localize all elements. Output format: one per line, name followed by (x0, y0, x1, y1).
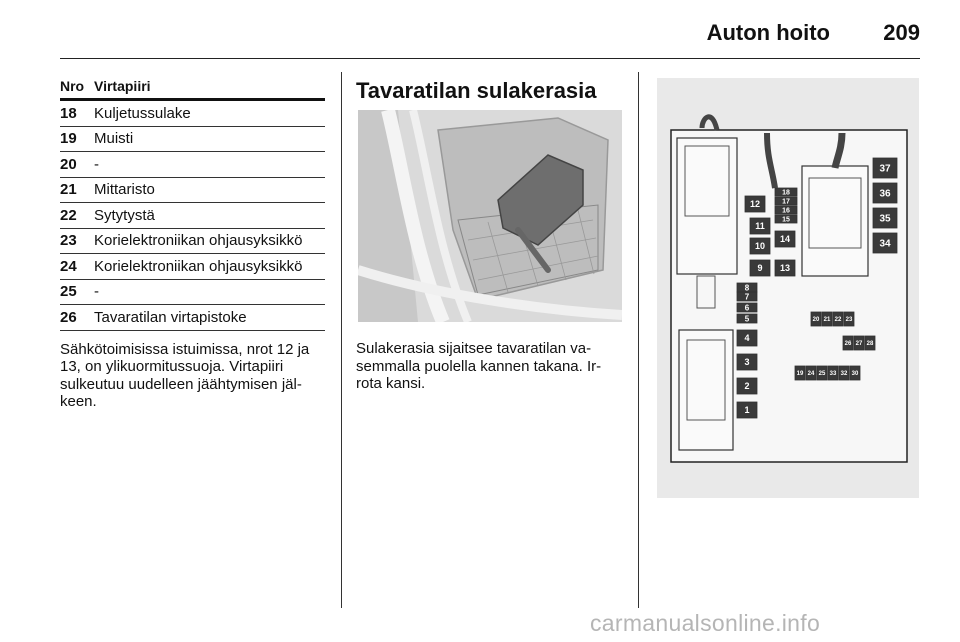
fuse-label: 16 (782, 207, 790, 215)
fuse-number: 23 (60, 232, 77, 250)
fuse-label: 22 (834, 317, 842, 324)
page-header (60, 18, 920, 59)
column-divider (638, 72, 639, 608)
page-number: 209 (883, 20, 920, 45)
fuse-label: 11 (755, 221, 765, 232)
fuse-circuit: Korielektroniikan ohjausyksikkö (94, 232, 303, 250)
fuse-table-row (60, 101, 325, 127)
fuse-label: 26 (844, 341, 852, 348)
location-caption (356, 340, 624, 393)
column-header-circuit: Virtapiiri (94, 78, 151, 94)
fuse-circuit: Korielektroniikan ohjausyksikkö (94, 257, 303, 275)
fuse-label: 2 (744, 381, 750, 392)
fuse-circuit: - (94, 283, 99, 301)
fuse-label: 37 (879, 163, 891, 175)
note-line: Sähkötoimisissa istuimissa, nrot 12 ja (60, 340, 310, 358)
fuse-label: 36 (879, 188, 891, 200)
caption-line: rota kansi. (356, 375, 426, 392)
fuse-label: 25 (818, 371, 826, 378)
fuse-table-row (60, 127, 325, 153)
fuse-label: 15 (782, 216, 790, 224)
column-header-nro: Nro (60, 78, 85, 94)
fuse-number: 24 (60, 257, 77, 275)
fuse-table-row (60, 280, 325, 306)
fuse-table-body (60, 101, 325, 331)
fuse-label: 10 (754, 241, 766, 252)
fuse-label: 12 (749, 199, 761, 210)
fuse-table-row (60, 229, 325, 255)
fuse-label: 14 (779, 234, 791, 245)
fuse-number: 25 (60, 283, 77, 301)
fuse-label: 24 (807, 371, 815, 378)
fuse-label: 30 (851, 371, 859, 378)
fuse-label: 20 (812, 317, 820, 324)
fuse-table-column (60, 78, 325, 411)
fuse-label: 9 (757, 263, 763, 274)
fuse-circuit: - (94, 155, 99, 173)
fuse-label: 21 (823, 317, 831, 324)
fuse-label: 18 (782, 189, 790, 197)
fuse-label: 23 (845, 317, 853, 324)
fuse-circuit: Mittaristo (94, 181, 155, 199)
fuse-circuit: Muisti (94, 130, 134, 148)
fuse-table-row (60, 203, 325, 229)
fuse-number: 20 (60, 155, 77, 173)
relay-top-right (802, 166, 868, 276)
caption-line: semmalla puolella kannen takana. Ir- (356, 357, 602, 375)
fuse-number: 26 (60, 308, 77, 326)
fuse-label: 7 (744, 292, 750, 302)
section-title: Auton hoito (706, 20, 830, 45)
fuse-table-row (60, 305, 325, 331)
caption-line: Sulakerasia sijaitsee tavaratilan va- (356, 340, 592, 357)
fuse-label: 8 (744, 283, 750, 293)
note-line: 13, on ylikuormitussuoja. Virtapiiri (60, 358, 284, 375)
section-heading: Tavaratilan sulakerasia (356, 78, 597, 103)
fuse-label: 6 (744, 303, 750, 313)
fuse-number: 22 (60, 206, 77, 224)
fuse-label: 4 (744, 333, 750, 344)
trunk-fusebox-column (356, 78, 626, 392)
overload-note (60, 341, 325, 411)
trunk-cover-illustration (358, 110, 622, 322)
fuse-label: 28 (866, 341, 874, 348)
fuse-label: 32 (840, 371, 848, 378)
fuse-label: 5 (744, 314, 750, 324)
fuse-label: 3 (744, 357, 750, 368)
relay-top-left (677, 138, 737, 274)
fuse-table-row (60, 254, 325, 280)
fuse-circuit: Tavaratilan virtapistoke (94, 308, 247, 326)
fuse-table-row (60, 178, 325, 204)
fuse-label: 33 (829, 371, 837, 378)
note-line: sulkeutuu uudelleen jäähtymisen jäl- (60, 375, 302, 393)
fuse-label: 17 (782, 198, 790, 206)
fuse-label: 34 (879, 238, 891, 250)
fuse-circuit: Sytytystä (94, 206, 155, 224)
watermark: carmanualsonline.info (590, 610, 821, 636)
note-line: keen. (60, 393, 97, 410)
fuse-label: 27 (855, 341, 863, 348)
fuse-number: 18 (60, 104, 77, 122)
column-divider (341, 72, 342, 608)
fuse-label: 13 (779, 263, 791, 274)
fusebox-diagram (657, 78, 919, 498)
fuse-circuit: Kuljetussulake (94, 104, 191, 122)
fuse-label: 1 (744, 405, 750, 416)
fuse-table-row (60, 152, 325, 178)
fuse-table-header (60, 78, 325, 101)
fuse-label: 19 (796, 371, 804, 378)
fuse-label: 35 (879, 213, 891, 225)
fuse-number: 21 (60, 181, 77, 199)
wire (702, 117, 717, 130)
fuse-number: 19 (60, 130, 77, 148)
